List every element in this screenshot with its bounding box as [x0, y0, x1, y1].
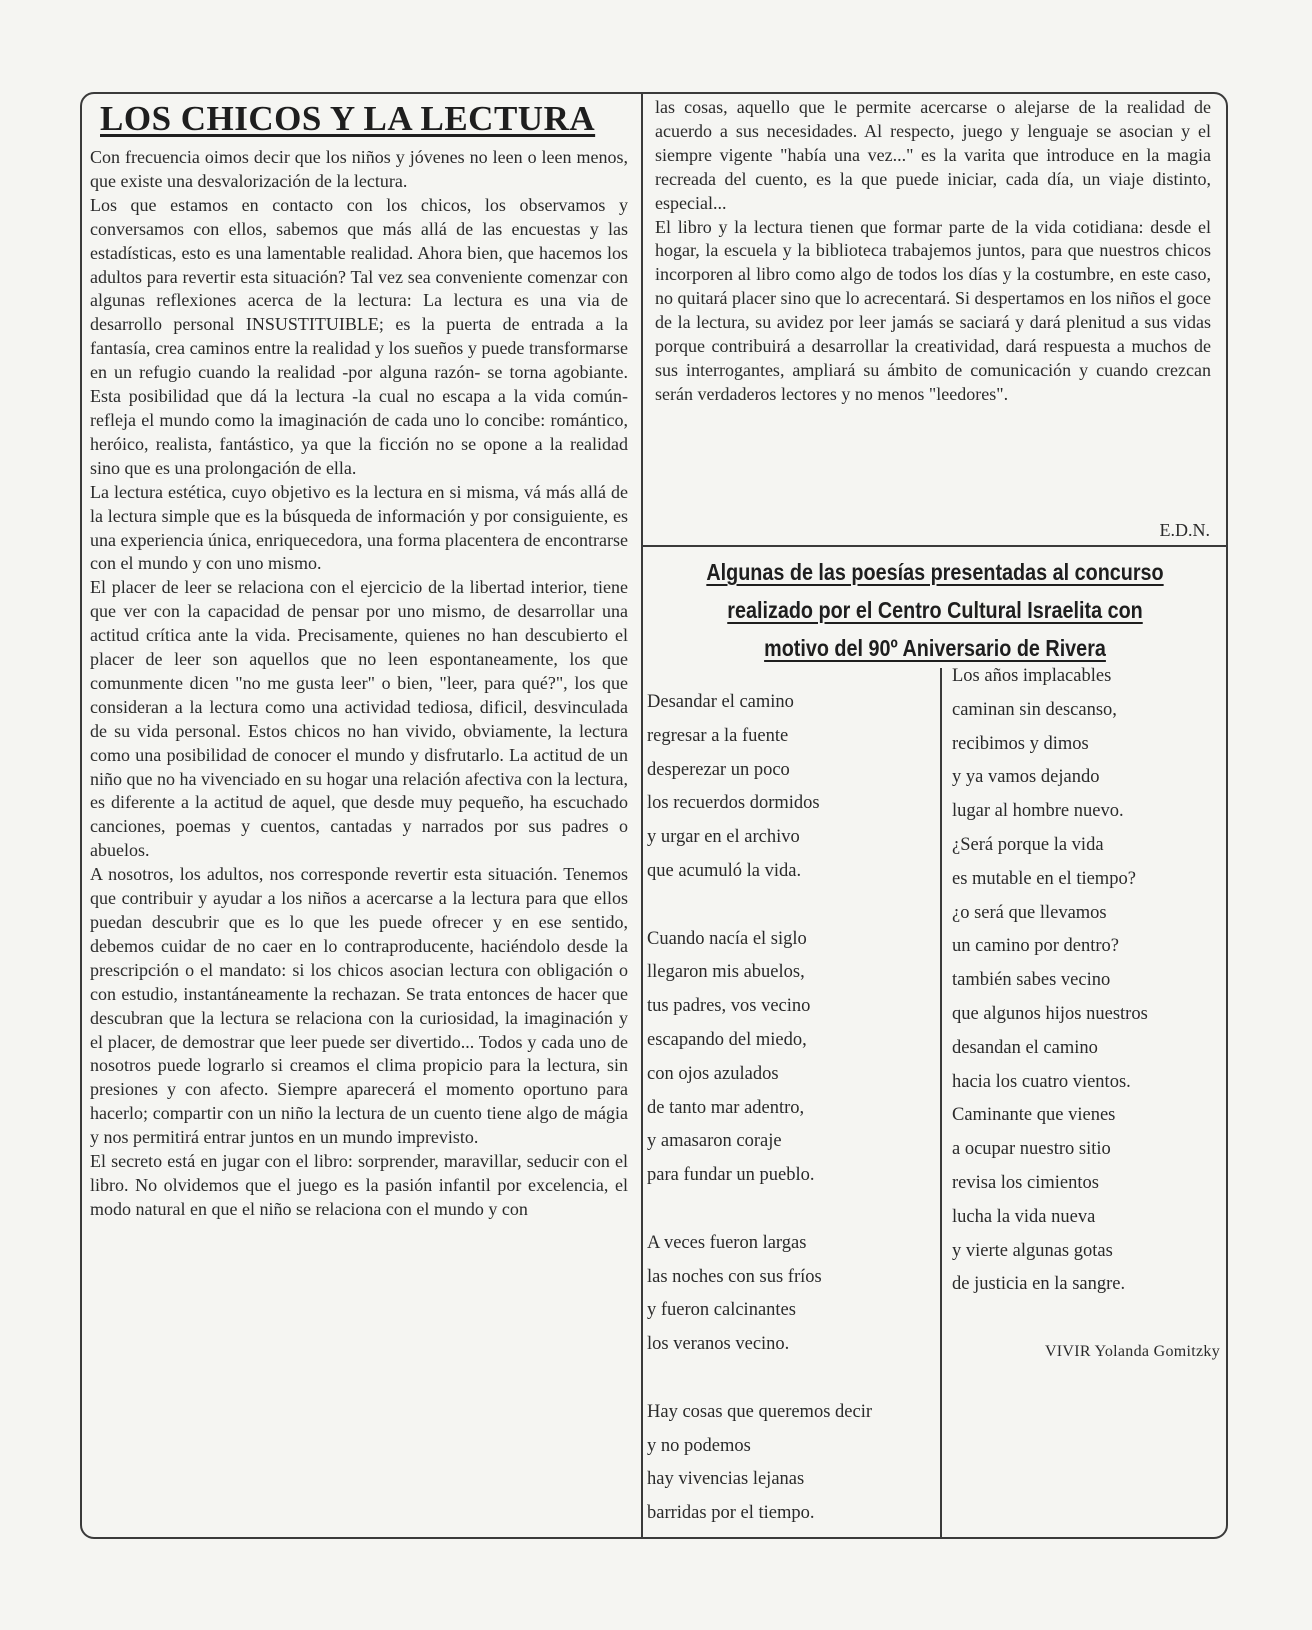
article-paragraph: Los que estamos en contacto con los chicos, los observamos y conversamos con ellos, sabemos que más allá de las encuestas y las estadísticas, esto es una lamentable realidad. Ahora bien, que hacemos los adultos para revertir esta situación? Tal vez sea conveniente comenzar con algunas reflexiones acerca de la lectura: La lectura es una via de desarrollo personal INSUSTITUIBLE; es la puerta de entrada a la fantasía, crea caminos entre la realidad y los sueños y puede transformarse en un refugio cuando la realidad -por alguna razón- se torna agobiante. Esta posibilidad que dá la lectura -la cual no escapa a la vida común- refleja el mundo como la imaginación de cada uno lo concibe: romántico, heróico, realista, fantástico, ya que la ficción no se opone a la realidad sino que es una prolongación de ella.: [90, 194, 628, 478]
poem-line: escapando del miedo,: [647, 1029, 807, 1050]
poem-line: tus padres, vos vecino: [647, 996, 811, 1017]
poem-stanza: [647, 923, 937, 1193]
poem-line: las noches con sus fríos: [647, 1266, 822, 1287]
poem-line: desperezar un poco: [647, 759, 790, 780]
poems-heading: [692, 553, 1179, 667]
poem-line: de justicia en la sangre.: [952, 1274, 1126, 1295]
poem-line: que algunos hijos nuestros: [952, 1003, 1148, 1024]
article-paragraph: El placer de leer se relaciona con el ejercicio de la libertad interior, tiene que ver con la capacidad de pensar por uno mismo, de desarrollar una actitud crítica ante la vida. Precisamente, quienes no han descubierto el placer de leer son aquellos que no leen espontaneamente, los que comunmente dicen "no me gusta leer" o bien, "leer, para qué?", los que consideran a la lectura como una actividad tediosa, dificil, desvinculada de su vida personal. Estos chicos no han vivido, obviamente, la lectura como una posibilidad de conocer el mundo y disfrutarlo. La actitud de un niño que no ha vivenciado en su hogar una relación afectiva con la lectura, es diferente a la actitud de aquel, que desde muy pequeño, ha escuchado canciones, poemas y cuentos, cantadas y narrados por sus padres o abuelos.: [90, 577, 628, 861]
poem-line: recibimos y dimos: [952, 733, 1089, 754]
poem-line: para fundar un pueblo.: [647, 1165, 815, 1186]
poem-line: llegaron mis abuelos,: [647, 962, 805, 983]
continuation-paragraph: las cosas, aquello que le permite acercarse o alejarse de la realidad de acuerdo a sus necesidades. Al respecto, juego y lenguaje se asocian y el siempre vigente "había una vez..." es la varita que introduce en la magia recreada del cuento, es la que puede iniciar, cada día, un viaje distinto, especial...: [655, 97, 1211, 213]
poems-heading-line: Algunas de las poesías presentadas al concurso: [706, 559, 1164, 585]
poem-line: y ya vamos dejando: [952, 767, 1100, 788]
column-divider: [641, 92, 643, 1539]
poem-line: revisa los cimientos: [952, 1172, 1099, 1193]
article-paragraph: A nosotros, los adultos, nos corresponde revertir esta situación. Tenemos que contribuir y ayudar a los niños a acercarse a la lectura para que ellos puedan descubrir que es lo que les puede ofrecer y en ese sentido, debemos cuidar de no caer en lo contraproducente, haciéndolo desde la prescripción o el mandato: si los chicos asocian lectura con obligación o con estudio, instantáneamente la rechazan. Se trata entonces de hacer que descubran que la lectura se relaciona con la curiosidad, la imaginación y el placer, de demostrar que leer puede ser divertido... Todos y cada uno de nosotros puede lograrlo si creamos el clima propicio para la lectura, sin presiones y con afecto. Siempre aparecerá el momento oportuno para hacerlo; compartir con un niño la lectura de un cuento tiene algo de mágia y nos permitirá entrar juntos en un mundo imprevisto.: [90, 864, 628, 1148]
poem-line: a ocupar nuestro sitio: [952, 1139, 1111, 1160]
poem-stanza: [647, 686, 937, 889]
article-signature: E.D.N.: [1159, 520, 1210, 540]
poem-line: los recuerdos dormidos: [647, 793, 820, 814]
article-body: [90, 146, 628, 1222]
poems-heading-line: realizado por el Centro Cultural Israelita con: [727, 597, 1143, 623]
poem-right-column: [952, 660, 1222, 1302]
poem-line: ¿Será porque la vida: [952, 834, 1104, 855]
poem-line: Caminante que vienes: [952, 1105, 1116, 1126]
poems-heading-line: motivo del 90º Aniversario de Rivera: [764, 635, 1106, 661]
poem-line: A veces fueron largas: [647, 1232, 807, 1253]
poem-line: y amasaron coraje: [647, 1131, 782, 1152]
poem-line: Hay cosas que queremos decir: [647, 1401, 872, 1422]
poem-line: con ojos azulados: [647, 1063, 779, 1084]
poem-line: y vierte algunas gotas: [952, 1240, 1113, 1261]
poem-line: lugar al hombre nuevo.: [952, 801, 1124, 822]
poem-line: ¿o será que llevamos: [952, 902, 1107, 923]
article-paragraph: Con frecuencia oimos decir que los niños y jóvenes no leen o leen menos, que existe una desvalorización de la lectura.: [90, 147, 628, 191]
poem-line: hacia los cuatro vientos.: [952, 1071, 1131, 1092]
poem-line: y no podemos: [647, 1435, 751, 1456]
poem-stanza: [647, 1396, 937, 1531]
continuation-paragraph: El libro y la lectura tienen que formar parte de la vida cotidiana: desde el hogar, la escuela y la biblioteca trabajemos juntos, para que nuestros chicos incorporen al libro como algo de todos los días y la costumbre, en este caso, no quitará placer sino que lo acrecentará. Si despertamos en los niños el goce de la lectura, su avidez por leer jamás se saciará y dará plenitud a sus vidas porque contribuirá a desarrollar la creatividad, dará respuesta a muchos de sus interrogantes, ampliará su ámbito de comunicación y cuando crezcan serán verdaderos lectores y no menos "leedores".: [655, 216, 1211, 404]
poem-line: Desandar el camino: [647, 692, 794, 712]
poem-line: y urgar en el archivo: [647, 827, 800, 848]
poem-line: regresar a la fuente: [647, 725, 789, 746]
article-column: [90, 98, 628, 1222]
poem-stanza: [647, 1227, 937, 1362]
poem-line: y fueron calcinantes: [647, 1300, 796, 1321]
poem-line: es mutable en el tiempo?: [952, 868, 1136, 889]
poem-column-divider: [940, 668, 942, 1539]
poem-line: barridas por el tiempo.: [647, 1503, 815, 1524]
poem-line: hay vivencias lejanas: [647, 1469, 805, 1490]
poem-line: los veranos vecino.: [647, 1334, 790, 1355]
section-divider: [642, 545, 1228, 547]
article-paragraph: El secreto está en jugar con el libro: sorprender, maravillar, seducir con el libro. No olvidemos que el juego es la pasión infantil por excelencia, el modo natural en que el niño se relaciona con el mundo y con: [90, 1151, 628, 1219]
poem-line: de tanto mar adentro,: [647, 1097, 805, 1118]
poem-line: también sabes vecino: [952, 970, 1111, 991]
poem-line: un camino por dentro?: [952, 936, 1119, 957]
poem-line: desandan el camino: [952, 1037, 1098, 1058]
poem-author: VIVIR Yolanda Gomitzky: [1044, 1343, 1220, 1360]
poem-line: Los años implacables: [952, 666, 1112, 686]
poem-line: lucha la vida nueva: [952, 1206, 1096, 1227]
article-continuation: [655, 96, 1211, 407]
article-paragraph: La lectura estética, cuyo objetivo es la lectura en si misma, vá más allá de la lectura simple que es la búsqueda de información y por consiguiente, es una experiencia única, enriquecedora, una forma placentera de encontrarse con el mundo y con uno mismo.: [90, 481, 628, 574]
article-title: LOS CHICOS Y LA LECTURA: [100, 99, 596, 138]
poem-left-column: [647, 686, 937, 1565]
poem-line: que acumuló la vida.: [647, 860, 802, 881]
poem-line: Cuando nacía el siglo: [647, 928, 807, 949]
poem-line: caminan sin descanso,: [952, 699, 1117, 720]
